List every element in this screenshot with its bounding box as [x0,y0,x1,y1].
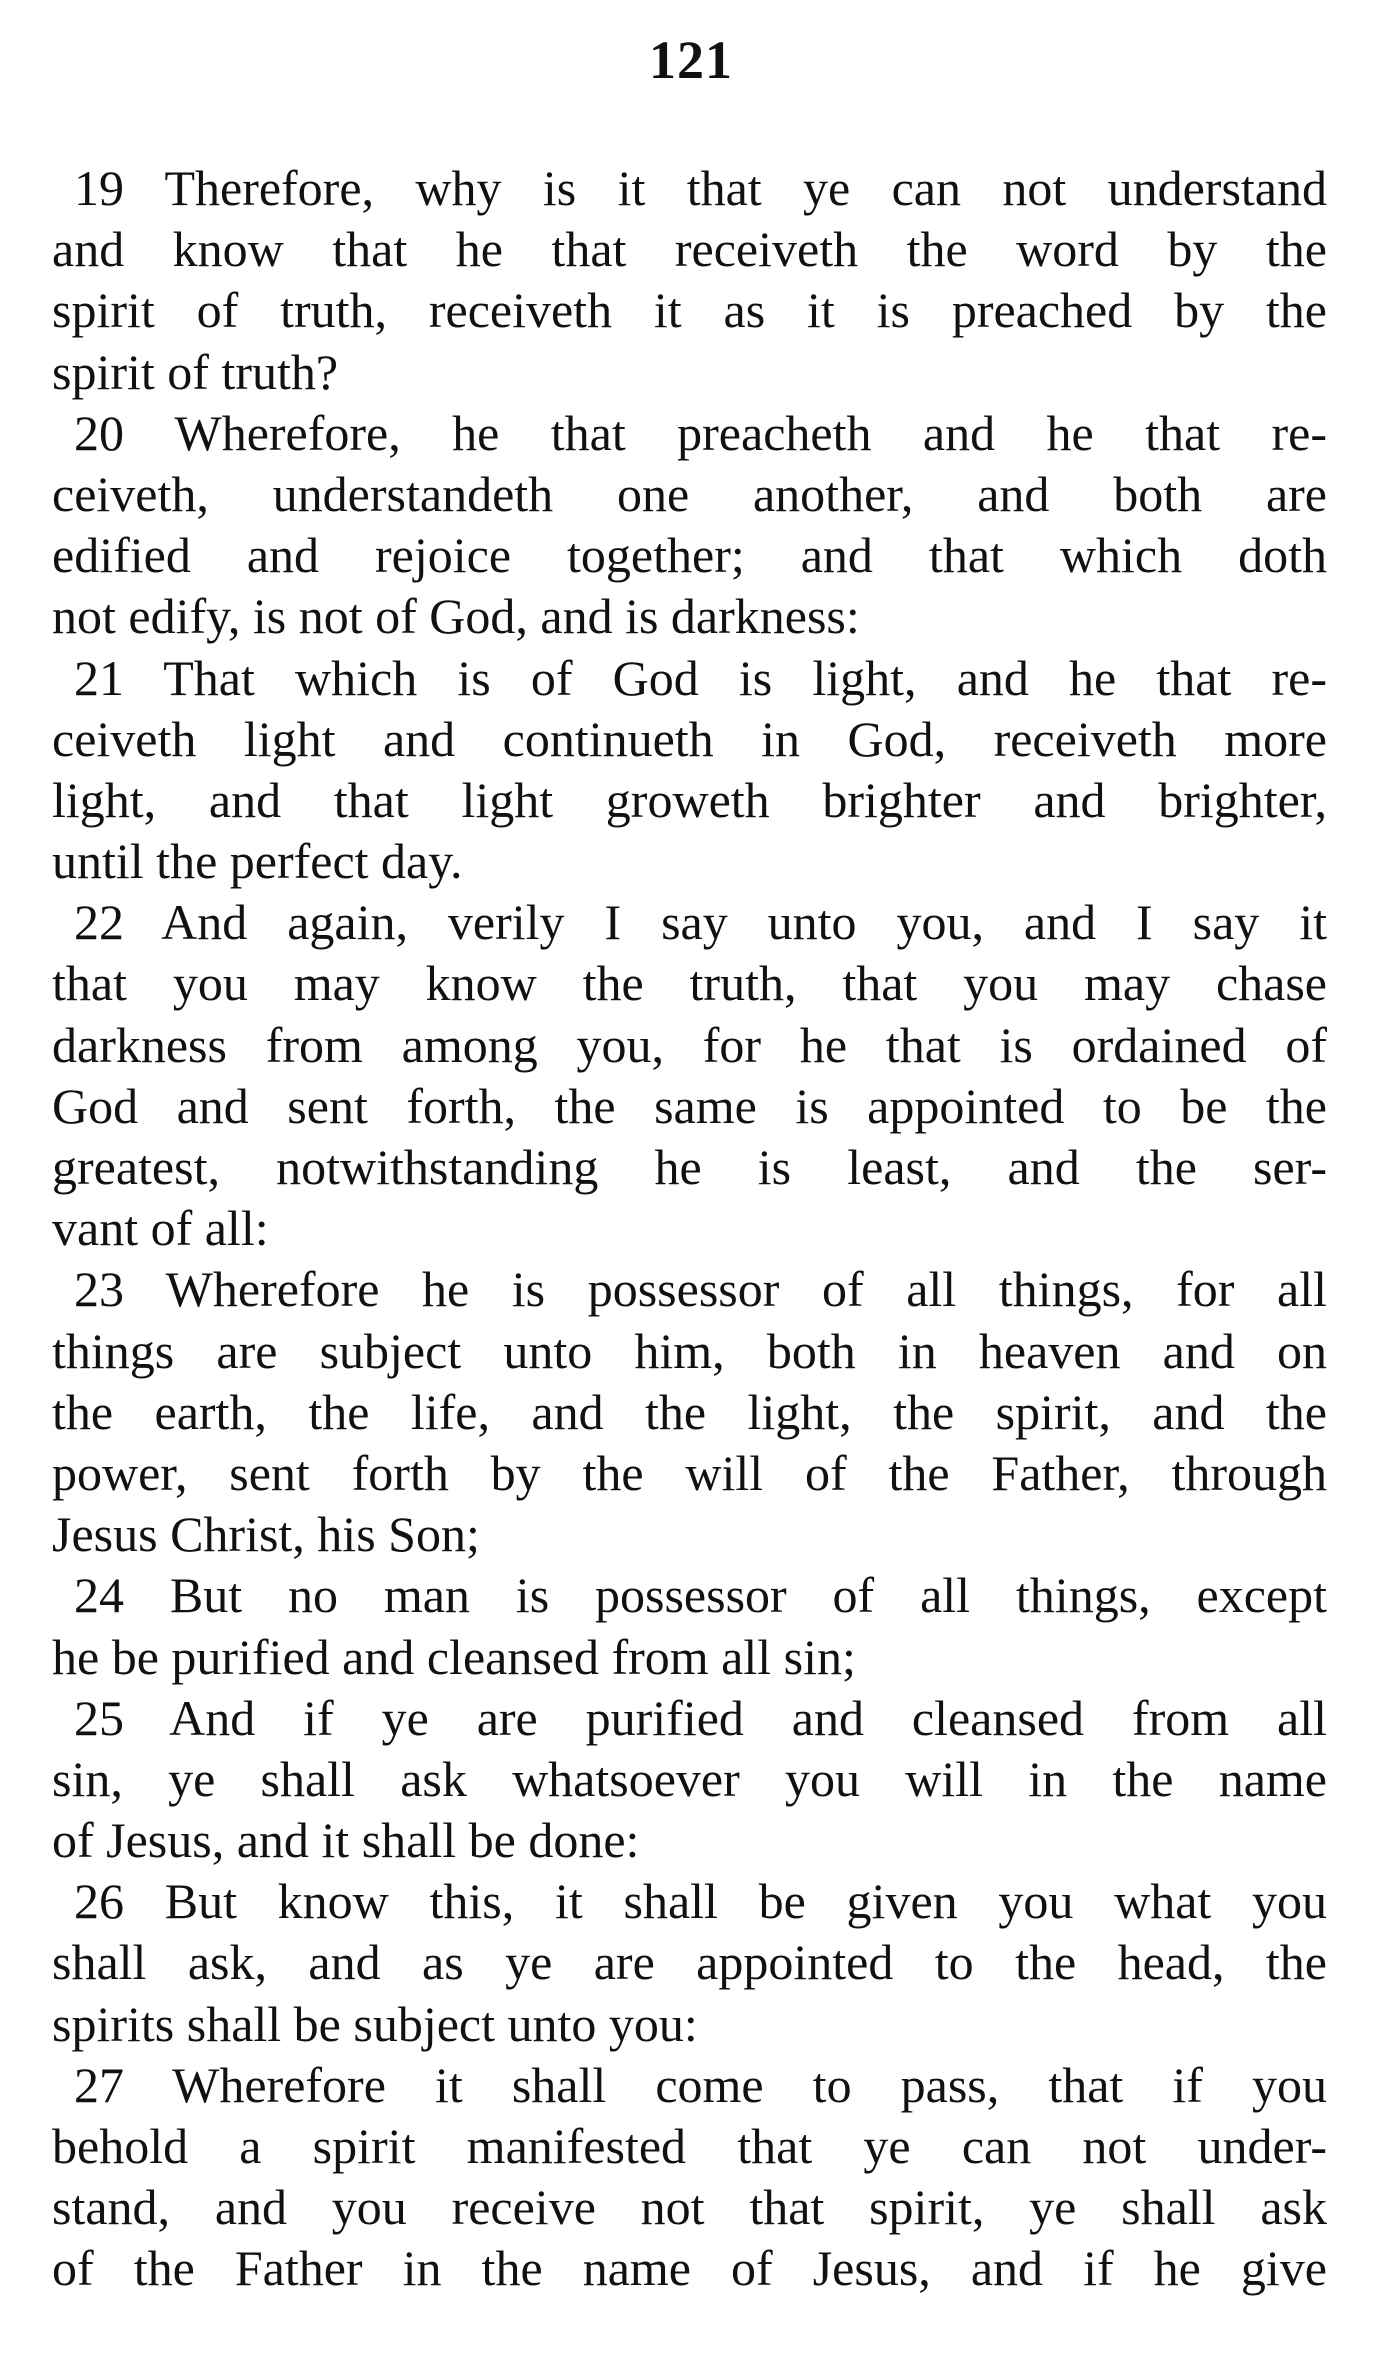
text-line: God and sent forth, the same is appointed to be the [52,1077,1327,1134]
text-line: edified and rejoice together; and that which doth [52,527,1327,584]
text-line: power, sent forth by the will of the Father, through [52,1444,1327,1501]
text-line: 27 Wherefore it shall come to pass, that if you [74,2056,1327,2113]
text-line: greatest, notwithstanding he is least, and the ser- [52,1139,1327,1195]
text-line: of the Father in the name of Jesus, and if he give [52,2240,1327,2297]
text-line: spirits shall be subject unto you: [52,1995,698,2052]
scripture-text [52,158,1327,2300]
text-line: of Jesus, and it shall be done: [52,1812,640,1869]
text-line: 20 Wherefore, he that preacheth and he that re- [74,404,1327,461]
text-line: spirit of truth? [52,343,339,400]
text-line: sin, ye shall ask whatsoever you will in the name [52,1750,1327,1807]
text-line: shall ask, and as ye are appointed to the head, the [52,1934,1327,1991]
text-line: spirit of truth, receiveth it as it is preached by the [52,282,1327,339]
text-line: 25 And if ye are purified and cleansed from all [74,1689,1327,1746]
text-line: 19 Therefore, why is it that ye can not understand [74,160,1327,216]
text-line: until the perfect day. [52,833,463,890]
text-line: that you may know the truth, that you may chase [52,955,1327,1012]
text-line: the earth, the life, and the light, the spirit, and the [52,1383,1327,1440]
text-line: 23 Wherefore he is possessor of all things, for all [74,1261,1327,1318]
text-line: darkness from among you, for he that is ordained of [52,1016,1327,1073]
text-line: 26 But know this, it shall be given you what you [74,1873,1327,1930]
text-line: Jesus Christ, his Son; [52,1506,480,1563]
text-line: not edify, is not of God, and is darkness: [52,588,860,645]
text-line: stand, and you receive not that spirit, ye shall ask [52,2179,1327,2236]
text-line: ceiveth light and continueth in God, receiveth more [52,710,1327,767]
text-line: ceiveth, understandeth one another, and both are [52,465,1327,522]
text-line: things are subject unto him, both in heaven and on [52,1322,1327,1379]
text-line: vant of all: [52,1200,269,1257]
text-line: 24 But no man is possessor of all things, except [74,1567,1327,1624]
text-line: behold a spirit manifested that ye can not under- [52,2118,1327,2174]
text-line: and know that he that receiveth the word by the [52,221,1327,278]
text-line: 21 That which is of God is light, and he that re- [74,649,1327,706]
text-line: he be purified and cleansed from all sin; [52,1628,856,1685]
text-line: light, and that light groweth brighter and brighter, [52,771,1327,828]
page-number: 121 [649,30,733,90]
text-line: 22 And again, verily I say unto you, and I say it [74,894,1327,951]
